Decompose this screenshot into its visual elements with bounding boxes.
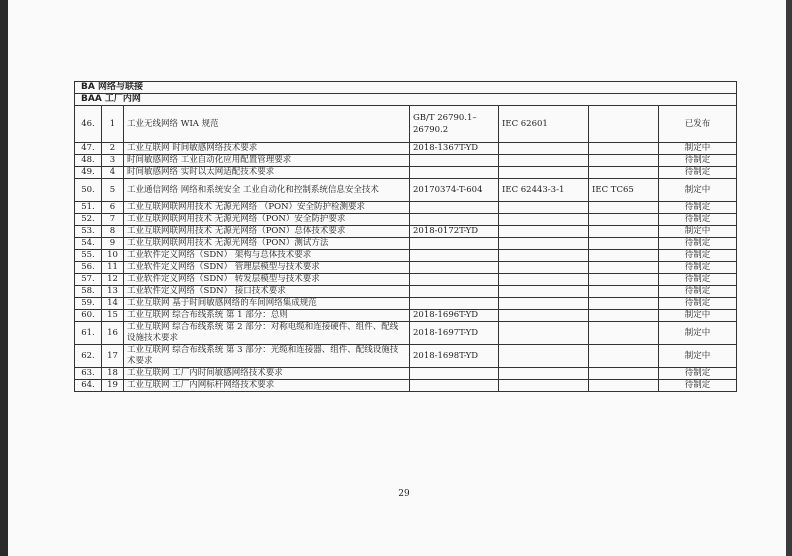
technical-committee — [589, 345, 659, 368]
iec-reference — [499, 310, 589, 322]
page-number: 29 — [398, 489, 410, 499]
iec-reference — [499, 155, 589, 167]
standards-table — [74, 81, 737, 392]
technical-committee — [589, 274, 659, 286]
row-index: 17 — [102, 345, 124, 368]
standard-name: 工业互联网 基于时间敏感网络的车间网络集成规范 — [124, 298, 410, 310]
row-number: 50. — [75, 179, 102, 202]
row-number: 57. — [75, 274, 102, 286]
standard-code — [410, 286, 499, 298]
technical-committee — [589, 250, 659, 262]
status-cell: 待制定 — [659, 238, 737, 250]
row-number: 63. — [75, 368, 102, 380]
technical-committee — [589, 155, 659, 167]
standard-code — [410, 250, 499, 262]
technical-committee — [589, 238, 659, 250]
status-cell: 待制定 — [659, 202, 737, 214]
technical-committee: IEC TC65 — [589, 179, 659, 202]
row-index: 9 — [102, 238, 124, 250]
technical-committee — [589, 226, 659, 238]
technical-committee — [589, 106, 659, 143]
iec-reference — [499, 214, 589, 226]
row-index: 4 — [102, 167, 124, 179]
row-number: 53. — [75, 226, 102, 238]
standard-code: 20170374-T-604 — [410, 179, 499, 202]
standard-code: GB/T 26790.1–26790.2 — [410, 106, 499, 143]
status-cell: 待制定 — [659, 298, 737, 310]
status-cell: 待制定 — [659, 167, 737, 179]
status-cell: 制定中 — [659, 310, 737, 322]
standard-code — [410, 167, 499, 179]
table-row — [75, 214, 737, 226]
status-cell: 待制定 — [659, 250, 737, 262]
row-index: 18 — [102, 368, 124, 380]
technical-committee — [589, 380, 659, 392]
table-row — [75, 226, 737, 238]
table-row — [75, 167, 737, 179]
technical-committee — [589, 167, 659, 179]
iec-reference — [499, 368, 589, 380]
status-cell: 制定中 — [659, 322, 737, 345]
iec-reference — [499, 380, 589, 392]
standard-name: 工业软件定义网络（SDN） 架构与总体技术要求 — [124, 250, 410, 262]
table-row — [75, 298, 737, 310]
subsection-header-row — [75, 94, 737, 106]
status-cell: 待制定 — [659, 214, 737, 226]
technical-committee — [589, 298, 659, 310]
standard-code: 2018-1367T-YD — [410, 143, 499, 155]
iec-reference — [499, 202, 589, 214]
standard-code — [410, 262, 499, 274]
standard-name: 工业互联网 工厂内网标杆网络技术要求 — [124, 380, 410, 392]
row-number: 49. — [75, 167, 102, 179]
iec-reference — [499, 143, 589, 155]
technical-committee — [589, 368, 659, 380]
standard-code — [410, 368, 499, 380]
status-cell: 待制定 — [659, 155, 737, 167]
standard-name: 工业互联网 综合布线系统 第 3 部分：光缆和连接器、组件、配线设施技术要求 — [124, 345, 410, 368]
table-row — [75, 274, 737, 286]
iec-reference — [499, 274, 589, 286]
row-index: 19 — [102, 380, 124, 392]
row-number: 62. — [75, 345, 102, 368]
row-number: 61. — [75, 322, 102, 345]
standard-name: 工业软件定义网络（SDN） 转发层模型与技术要求 — [124, 274, 410, 286]
standard-code — [410, 238, 499, 250]
row-number: 59. — [75, 298, 102, 310]
row-index: 11 — [102, 262, 124, 274]
iec-reference — [499, 226, 589, 238]
standard-code: 2018-1697T-YD — [410, 322, 499, 345]
row-number: 55. — [75, 250, 102, 262]
row-number: 64. — [75, 380, 102, 392]
row-number: 60. — [75, 310, 102, 322]
iec-reference — [499, 345, 589, 368]
standard-code: 2018-0172T-YD — [410, 226, 499, 238]
technical-committee — [589, 214, 659, 226]
iec-reference — [499, 238, 589, 250]
standard-name: 时间敏感网络 工业自动化应用配置管理要求 — [124, 155, 410, 167]
table-row — [75, 250, 737, 262]
section-title: BA 网络与联接 — [75, 82, 737, 94]
iec-reference: IEC 62601 — [499, 106, 589, 143]
standard-code — [410, 380, 499, 392]
standard-name: 工业互联网 时间敏感网络技术要求 — [124, 143, 410, 155]
row-number: 47. — [75, 143, 102, 155]
iec-reference: IEC 62443-3-1 — [499, 179, 589, 202]
table-row — [75, 286, 737, 298]
row-index: 15 — [102, 310, 124, 322]
row-index: 10 — [102, 250, 124, 262]
standard-code — [410, 214, 499, 226]
status-cell: 制定中 — [659, 345, 737, 368]
iec-reference — [499, 262, 589, 274]
status-cell: 待制定 — [659, 262, 737, 274]
table-row — [75, 238, 737, 250]
row-index: 12 — [102, 274, 124, 286]
standard-name: 时间敏感网络 实时以太网适配技术要求 — [124, 167, 410, 179]
table-row — [75, 345, 737, 368]
iec-reference — [499, 250, 589, 262]
table-row — [75, 179, 737, 202]
row-index: 14 — [102, 298, 124, 310]
standard-name: 工业无线网络 WIA 规范 — [124, 106, 410, 143]
row-number: 46. — [75, 106, 102, 143]
iec-reference — [499, 286, 589, 298]
status-cell: 待制定 — [659, 380, 737, 392]
iec-reference — [499, 322, 589, 345]
standard-name: 工业互联网联网用技术 无源光网络 （PON）安全防护检测要求 — [124, 202, 410, 214]
standard-code — [410, 274, 499, 286]
standard-name: 工业软件定义网络（SDN） 管理层模型与技术要求 — [124, 262, 410, 274]
table-row — [75, 106, 737, 143]
table-row — [75, 368, 737, 380]
table-row — [75, 262, 737, 274]
table-row — [75, 143, 737, 155]
status-cell: 制定中 — [659, 143, 737, 155]
row-number: 56. — [75, 262, 102, 274]
technical-committee — [589, 286, 659, 298]
row-number: 58. — [75, 286, 102, 298]
status-cell: 待制定 — [659, 274, 737, 286]
row-index: 1 — [102, 106, 124, 143]
row-index: 7 — [102, 214, 124, 226]
table-row — [75, 310, 737, 322]
row-index: 16 — [102, 322, 124, 345]
technical-committee — [589, 202, 659, 214]
standard-code — [410, 298, 499, 310]
technical-committee — [589, 310, 659, 322]
standard-name: 工业互联网 综合布线系统 第 1 部分：总则 — [124, 310, 410, 322]
technical-committee — [589, 262, 659, 274]
table-row — [75, 202, 737, 214]
status-cell: 制定中 — [659, 179, 737, 202]
section-header-row — [75, 82, 737, 94]
standard-name: 工业互联网 综合布线系统 第 2 部分：对称电缆和连接硬件、组件、配线设施技术要求 — [124, 322, 410, 345]
status-cell: 待制定 — [659, 286, 737, 298]
table-row — [75, 380, 737, 392]
subsection-title: BAA 工厂内网 — [75, 94, 737, 106]
row-number: 54. — [75, 238, 102, 250]
row-index: 8 — [102, 226, 124, 238]
table-row — [75, 322, 737, 345]
row-number: 52. — [75, 214, 102, 226]
standard-code — [410, 202, 499, 214]
table-row — [75, 155, 737, 167]
standard-code: 2018-1698T-YD — [410, 345, 499, 368]
row-index: 2 — [102, 143, 124, 155]
status-cell: 待制定 — [659, 368, 737, 380]
standard-name: 工业互联网联网用技术 无源光网络（PON）测试方法 — [124, 238, 410, 250]
iec-reference — [499, 298, 589, 310]
standard-name: 工业通信网络 网络和系统安全 工业自动化和控制系统信息安全技术 — [124, 179, 410, 202]
row-number: 48. — [75, 155, 102, 167]
technical-committee — [589, 322, 659, 345]
standard-name: 工业互联网 工厂内时间敏感网络技术要求 — [124, 368, 410, 380]
row-index: 6 — [102, 202, 124, 214]
standard-name: 工业互联网联网用技术 无源光网络（PON）安全防护要求 — [124, 214, 410, 226]
row-index: 3 — [102, 155, 124, 167]
status-cell: 制定中 — [659, 226, 737, 238]
row-index: 13 — [102, 286, 124, 298]
iec-reference — [499, 167, 589, 179]
standard-code — [410, 155, 499, 167]
row-index: 5 — [102, 179, 124, 202]
standard-name: 工业互联网联网用技术 无源光网络（PON）总体技术要求 — [124, 226, 410, 238]
standard-name: 工业软件定义网络（SDN） 接口技术要求 — [124, 286, 410, 298]
row-number: 51. — [75, 202, 102, 214]
status-cell: 已发布 — [659, 106, 737, 143]
standard-code: 2018-1696T-YD — [410, 310, 499, 322]
technical-committee — [589, 143, 659, 155]
